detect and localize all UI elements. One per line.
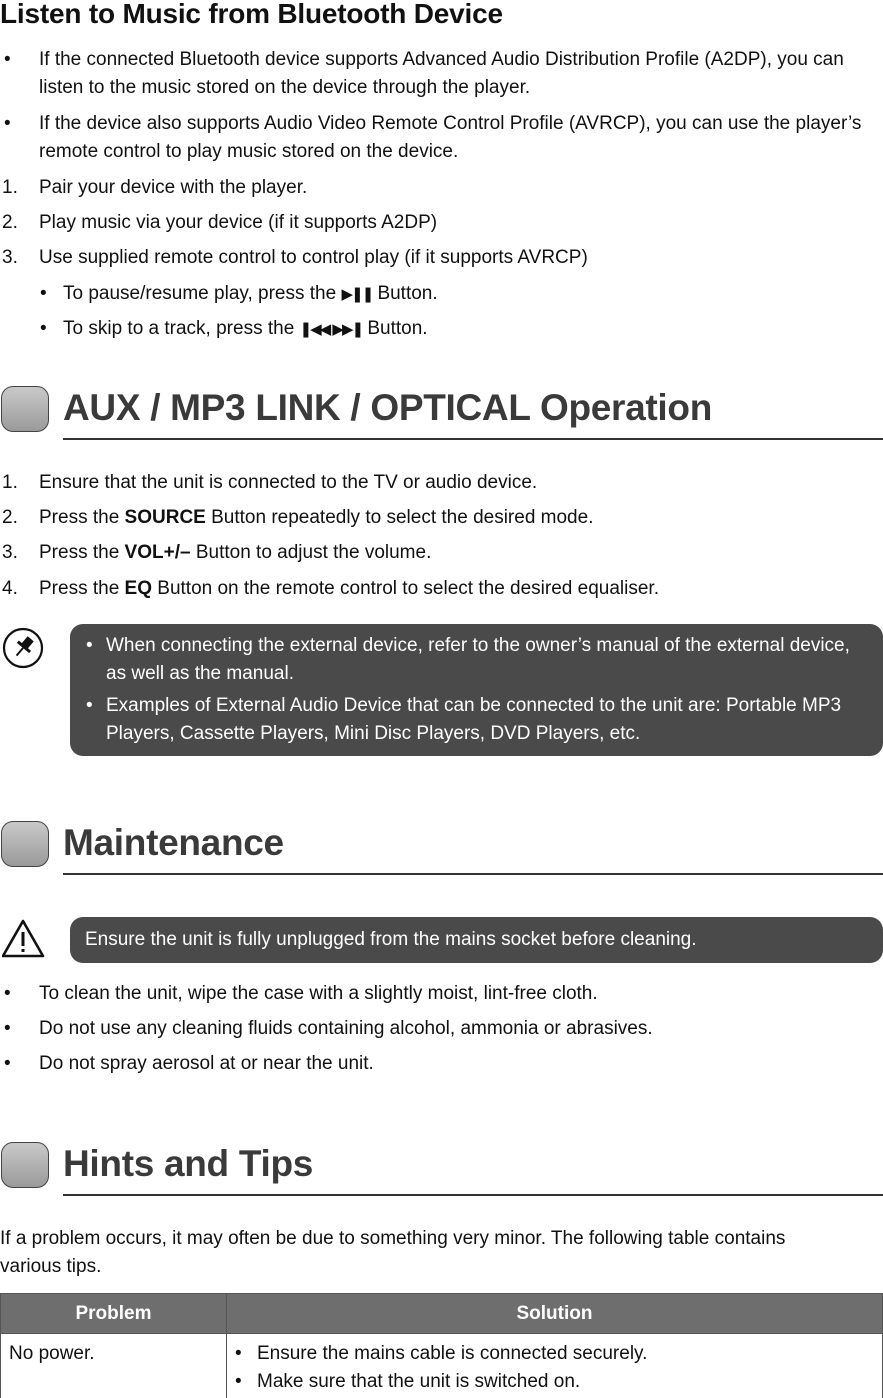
list-item-text: To clean the unit, wipe the case with a slightly moist, lint-free cloth.: [39, 983, 598, 1004]
list-item-text: Button on the remote control to select the desired equaliser.: [152, 578, 659, 599]
bullet: •: [86, 695, 93, 716]
divider: [63, 1194, 883, 1196]
section-marker: [1, 821, 49, 867]
table-header-row: [1, 1294, 883, 1334]
section-marker: [1, 386, 49, 432]
list-item-text: Press the: [39, 507, 125, 528]
bullet: •: [40, 283, 47, 304]
solution-item: [235, 1368, 874, 1396]
solution-item: [235, 1340, 874, 1368]
table-row: [1, 1334, 883, 1398]
bullet: •: [4, 49, 11, 70]
bullet: •: [4, 1018, 11, 1039]
bullet: •: [40, 318, 47, 339]
bullet: •: [86, 635, 93, 656]
step-number: 3.: [2, 247, 18, 268]
list-item-text: Play music via your device (if it supports A2DP): [39, 212, 438, 233]
list-item-text: Pair your device with the player.: [39, 177, 308, 198]
solution-text: Ensure the mains cable is connected securely.: [257, 1343, 648, 1364]
bullet: •: [4, 983, 11, 1004]
note-box: [70, 624, 883, 756]
list-item-text: Press the: [39, 542, 125, 563]
list-item-text: Do not use any cleaning fluids containing alcohol, ammonia or abrasives.: [39, 1018, 653, 1039]
bullet: •: [235, 1371, 242, 1392]
list-item-text: Button to adjust the volume.: [190, 542, 432, 563]
section-header-aux: [0, 386, 883, 446]
warning-text: Ensure the unit is fully unplugged from the mains socket before cleaning.: [85, 929, 697, 950]
list-item-text: Button.: [377, 283, 438, 304]
warning-icon: [2, 918, 48, 964]
button-name: EQ: [124, 578, 152, 599]
step-number: 1.: [2, 472, 18, 493]
step-number: 2.: [2, 507, 18, 528]
section-marker: [1, 1142, 49, 1188]
button-name: SOURCE: [124, 507, 206, 528]
bullet: •: [235, 1343, 242, 1364]
section-title: Maintenance: [63, 822, 284, 863]
list-item-text: To skip to a track, press the: [63, 318, 295, 339]
list-item-text: Button repeatedly to select the desired mode.: [205, 507, 594, 528]
section-header-hints: [0, 1142, 883, 1202]
note-text: Examples of External Audio Device that can be connected to the unit are: Portable MP3 Players, Cassette Players, Mini Disc Players, DVD Players, etc.: [106, 695, 842, 744]
list-item-text: Press the: [39, 578, 125, 599]
bullet: •: [4, 1053, 11, 1074]
step-number: 3.: [2, 542, 18, 563]
warning-box: [70, 917, 883, 963]
tips-table: [0, 1293, 883, 1398]
solution-text: Make sure that the unit is switched on.: [257, 1371, 581, 1392]
section-header-maintenance: [0, 821, 883, 881]
divider: [63, 438, 883, 440]
list-item-text: Use supplied remote control to control play (if it supports AVRCP): [39, 247, 588, 268]
bluetooth-title: Listen to Music from Bluetooth Device: [0, 0, 503, 29]
problem-cell: No power.: [1, 1334, 227, 1398]
solution-cell: [227, 1334, 883, 1398]
button-name: VOL+/–: [124, 542, 191, 563]
column-header-problem: Problem: [1, 1294, 227, 1334]
note-text: When connecting the external device, refer to the owner’s manual of the external device, as well as the manual.: [106, 635, 850, 684]
list-item-text: If the device also supports Audio Video Remote Control Profile (AVRCP), you can use the player’s remote control to play music stored on the device.: [39, 113, 862, 162]
list-item-text: If the connected Bluetooth device supports Advanced Audio Distribution Profile (A2DP), you can listen to the music stored on the device through the player.: [39, 49, 844, 98]
hints-intro: If a problem occurs, it may often be due to something very minor. The following table contains various tips.: [0, 1228, 786, 1277]
list-item-text: Ensure that the unit is connected to the TV or audio device.: [39, 472, 538, 493]
list-item-text: Button.: [367, 318, 428, 339]
step-number: 1.: [2, 177, 18, 198]
section-title: AUX / MP3 LINK / OPTICAL Operation: [63, 387, 713, 428]
list-item-text: Do not spray aerosol at or near the unit.: [39, 1053, 374, 1074]
bullet: •: [4, 113, 11, 134]
section-title: Hints and Tips: [63, 1143, 314, 1184]
pin-note-icon: [2, 626, 48, 672]
column-header-solution: Solution: [227, 1294, 883, 1334]
skip-track-icon: ❚◀◀ ▶▶❚: [299, 320, 363, 338]
step-number: 2.: [2, 212, 18, 233]
play-pause-icon: ▶❚❚: [341, 285, 373, 303]
divider: [63, 873, 883, 875]
step-number: 4.: [2, 578, 18, 599]
list-item-text: To pause/resume play, press the: [63, 283, 337, 304]
